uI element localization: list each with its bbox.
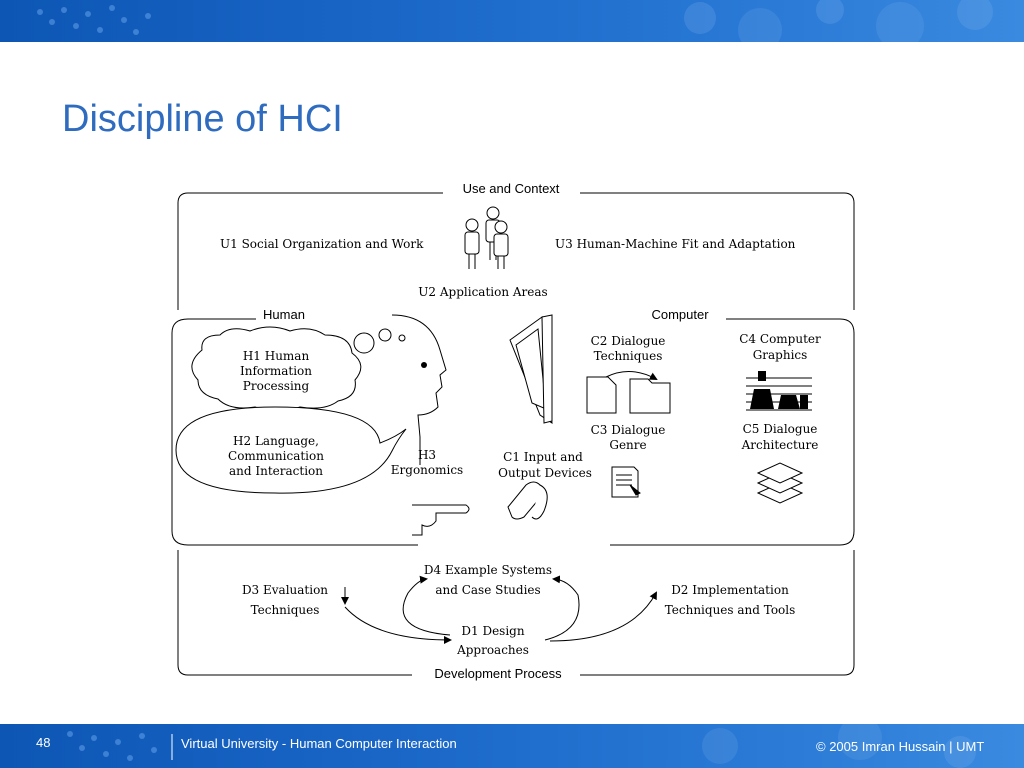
- c3-line1: C3 Dialogue: [590, 423, 666, 437]
- d2-line2: Techniques and Tools: [664, 603, 796, 617]
- dialogue-genre-icon: [612, 467, 640, 497]
- computer-graphics-icon: [746, 371, 812, 411]
- h2-line2: Communication: [228, 449, 324, 463]
- d4-loop-arrow: [545, 579, 579, 640]
- h2-line1: H2 Language,: [233, 434, 319, 448]
- c1-line1: C1 Input and: [503, 450, 583, 464]
- d4-line1: D4 Example Systems: [423, 563, 553, 577]
- pointing-hand-icon: [412, 505, 469, 535]
- thought-bubble-medium: [379, 329, 391, 341]
- dialogue-documents-icon: [587, 371, 670, 413]
- thought-bubble-small: [399, 335, 405, 341]
- h1-line1: H1 Human: [242, 349, 310, 363]
- h1-line2: Information: [239, 364, 313, 378]
- d1-to-d2-arrow: [550, 593, 656, 641]
- computer-label: Computer: [651, 307, 709, 322]
- hci-discipline-diagram: [160, 175, 864, 685]
- development-section: [178, 550, 854, 681]
- h1-line3: Processing: [242, 379, 310, 393]
- use-context-section: [178, 181, 854, 310]
- c1-line2: Output Devices: [498, 466, 592, 480]
- people-group-icon: [465, 207, 508, 269]
- footer-copyright: © 2005 Imran Hussain | UMT: [816, 739, 985, 754]
- computer-section: [498, 307, 854, 545]
- human-section: [172, 307, 469, 545]
- d3-line2: Techniques: [250, 603, 320, 617]
- header-bar: [0, 0, 1024, 42]
- layered-architecture-icon: [758, 463, 802, 503]
- header-bubbles-decoration: [0, 0, 1024, 42]
- c5-line1: C5 Dialogue: [742, 422, 818, 436]
- d2-line1: D2 Implementation: [671, 583, 789, 597]
- d1-line1: D1 Design: [461, 624, 525, 638]
- page-number: 48: [36, 735, 51, 750]
- u3-label: U3 Human-Machine Fit and Adaptation: [555, 237, 796, 251]
- monitor-icon: [510, 315, 552, 423]
- c4-line1: C4 Computer: [739, 332, 821, 346]
- use-context-label: Use and Context: [462, 181, 560, 196]
- c2-line1: C2 Dialogue: [590, 334, 666, 348]
- c4-line2: Graphics: [752, 348, 808, 362]
- u2-label: U2 Application Areas: [418, 285, 548, 299]
- c3-line2: Genre: [609, 438, 647, 452]
- h3-line2: Ergonomics: [390, 463, 464, 477]
- c2-line2: Techniques: [593, 349, 663, 363]
- c5-line2: Architecture: [741, 438, 819, 452]
- human-label: Human: [263, 307, 305, 322]
- h3-line1: H3: [417, 448, 437, 462]
- d1-line2: Approaches: [457, 643, 529, 657]
- d3-line1: D3 Evaluation: [241, 583, 329, 597]
- h2-line3: and Interaction: [229, 464, 323, 478]
- slide-title: Discipline of HCI: [62, 98, 343, 140]
- u1-label: U1 Social Organization and Work: [220, 237, 424, 251]
- d3-to-d1-arrow: [345, 607, 450, 640]
- thought-bubble-large: [354, 333, 374, 353]
- d4-line2: and Case Studies: [435, 583, 541, 597]
- footer-bar: [0, 724, 1024, 768]
- head-eye: [421, 362, 427, 368]
- footer-course-title: Virtual University - Human Computer Interaction: [181, 736, 457, 751]
- mouse-device-icon: [508, 482, 547, 519]
- development-label: Development Process: [434, 666, 562, 681]
